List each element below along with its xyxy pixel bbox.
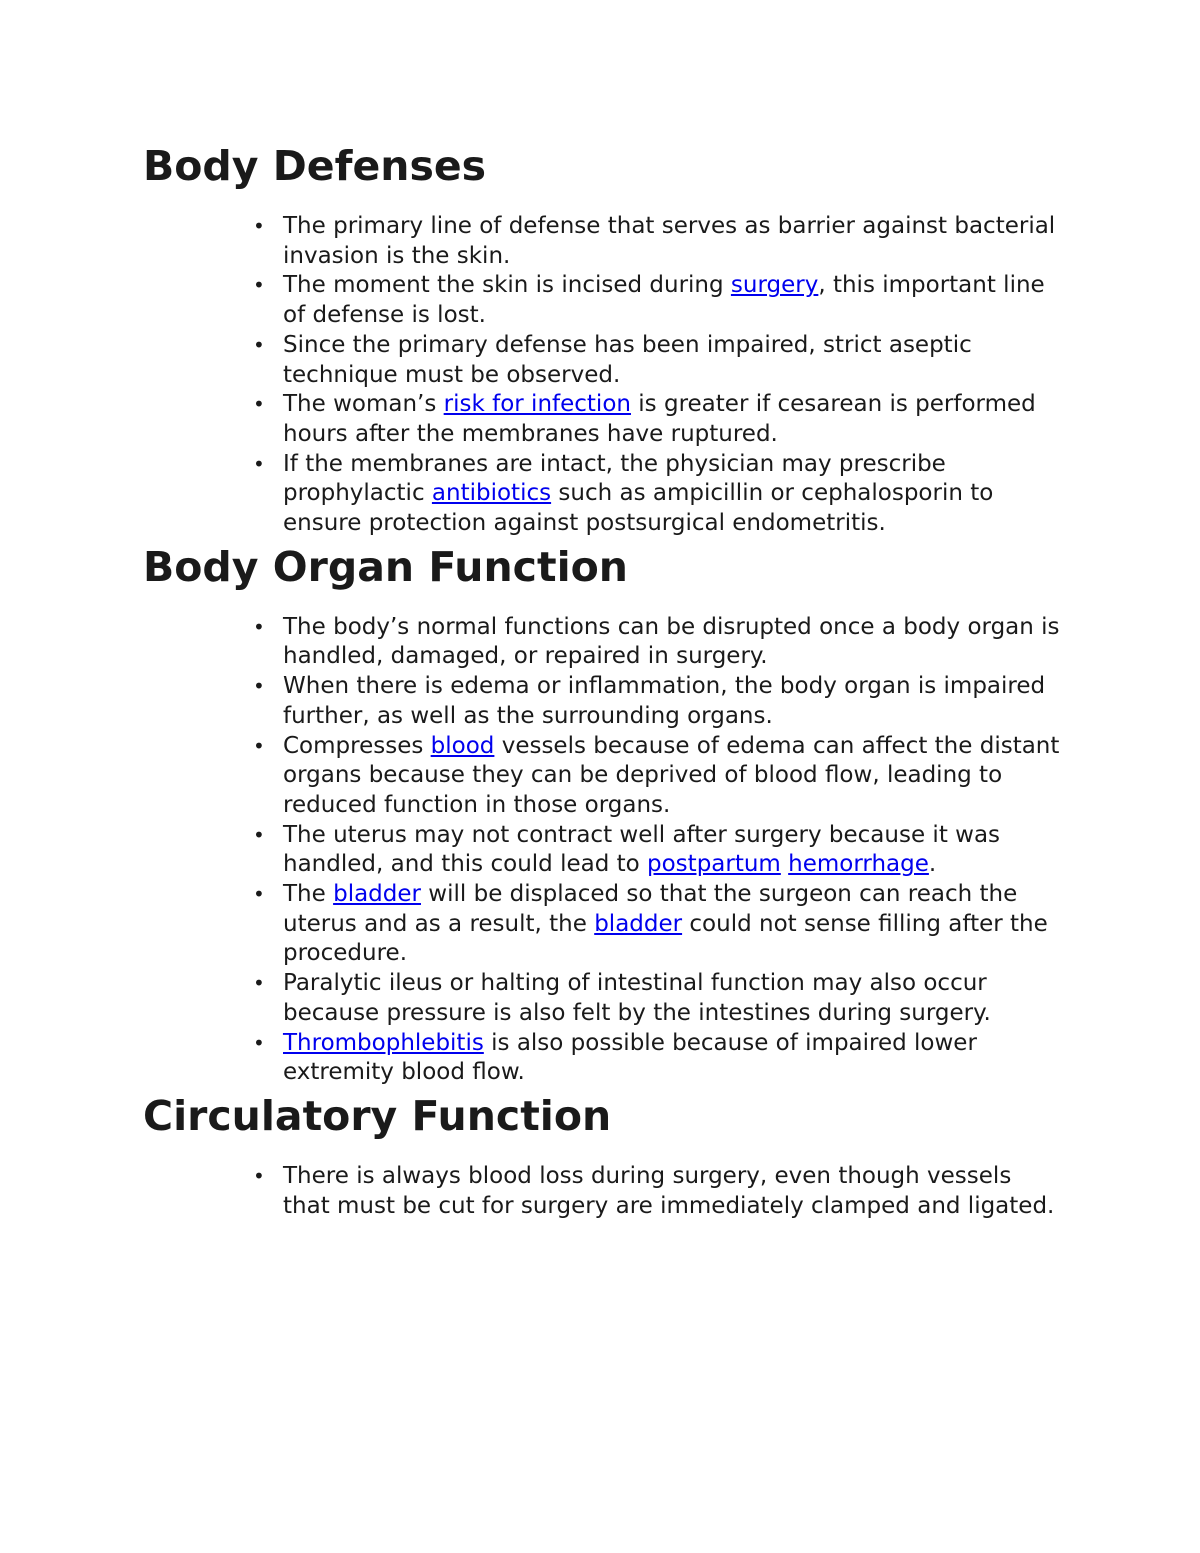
inline-link[interactable]: antibiotics	[431, 480, 552, 507]
item-text: vessels because of edema can affect the distant organs because they can be deprived of blood flow, leading to reduced function in those organs.	[283, 732, 1060, 818]
item-text: There is always blood loss during surgery, even though vessels that must be cut for surgery are immediately clamped and ligated.	[283, 1162, 1055, 1219]
list-item	[253, 1029, 1063, 1088]
bullet-icon: •	[253, 332, 265, 357]
list-item	[253, 821, 1063, 880]
inline-link[interactable]: blood	[430, 732, 495, 759]
list-item	[253, 613, 1063, 672]
item-text: The	[283, 881, 334, 908]
section-heading: Body Organ Function	[143, 542, 628, 591]
bullet-icon: •	[253, 971, 265, 996]
list-item	[253, 271, 1063, 330]
inline-link[interactable]: hemorrhage	[788, 851, 929, 878]
bullet-icon: •	[253, 822, 265, 847]
item-text: .	[928, 851, 937, 878]
list-item	[253, 450, 1063, 539]
bullet-icon: •	[253, 451, 265, 476]
item-text: Paralytic ileus or halting of intestinal function may also occur because pressure is also felt by the intestines during surgery.	[283, 970, 991, 1026]
bullet-icon: •	[253, 733, 265, 758]
list-item	[253, 672, 1063, 731]
item-text: The woman’s	[283, 391, 444, 418]
item-text: If the membranes are intact, the physician may prescribe prophylactic	[283, 450, 946, 507]
item-text: , this important line of defense is lost.	[283, 272, 1045, 329]
inline-link[interactable]: surgery	[730, 272, 819, 299]
list-item	[253, 212, 1063, 271]
item-text: is also possible because of impaired lower extremity blood flow.	[283, 1029, 977, 1086]
item-text: Compresses	[283, 732, 431, 759]
item-text: The uterus may not contract well after surgery because it was handled, and this could lead to	[283, 821, 1001, 878]
bullet-list	[143, 212, 1063, 539]
item-text: Since the primary defense has been impaired, strict aseptic technique must be observed.	[283, 331, 972, 388]
item-text: is greater if cesarean is performed hours after the membranes have ruptured.	[283, 391, 1036, 447]
list-item	[253, 390, 1063, 449]
bullet-icon: •	[253, 614, 265, 639]
item-text: The body’s normal functions can be disrupted once a body organ is handled, damaged, or repaired in surgery.	[283, 613, 1060, 670]
bullet-icon: •	[253, 882, 265, 907]
bullet-icon: •	[253, 273, 265, 298]
inline-link[interactable]: risk for infection	[443, 391, 631, 418]
section-heading: Body Defenses	[143, 142, 487, 190]
bullet-list	[143, 1162, 1063, 1221]
bullet-icon: •	[253, 214, 265, 238]
inline-link[interactable]: bladder	[594, 910, 683, 937]
item-text: The moment the skin is incised during	[283, 272, 731, 299]
list-item	[253, 969, 1063, 1028]
section-heading: Circulatory Function	[143, 1091, 612, 1140]
inline-link[interactable]: Thrombophlebitis	[283, 1029, 484, 1056]
item-text: such as ampicillin or cephalosporin to ensure protection against postsurgical endometritis.	[283, 480, 994, 537]
list-item	[253, 880, 1063, 969]
item-text: could not sense filling after the procedure.	[283, 910, 1048, 967]
list-item	[253, 1162, 1063, 1221]
inline-link[interactable]: postpartum	[647, 851, 781, 878]
item-text: The primary line of defense that serves as barrier against bacterial invasion is the skin.	[283, 213, 1056, 269]
bullet-icon: •	[253, 1030, 265, 1055]
document-body	[143, 138, 1063, 1221]
bullet-icon: •	[253, 674, 265, 699]
list-item	[253, 732, 1063, 821]
item-text: will be displaced so that the surgeon can reach the uterus and as a result, the	[283, 881, 1018, 937]
bullet-icon: •	[253, 1163, 265, 1188]
bullet-icon: •	[253, 392, 265, 417]
bullet-list	[143, 613, 1063, 1088]
inline-link[interactable]: bladder	[333, 881, 421, 908]
item-text: When there is edema or inflammation, the body organ is impaired further, as well as the surrounding organs.	[283, 673, 1046, 729]
list-item	[253, 331, 1063, 390]
